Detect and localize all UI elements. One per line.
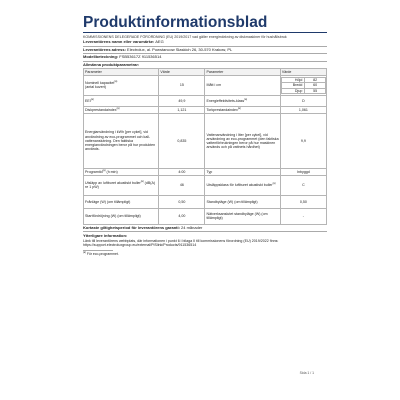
supplier-address-label: Leverantörens adress:	[83, 46, 126, 52]
param-cell: Programtid$^{(a)}$ (h:min)	[84, 168, 159, 175]
table-row	[84, 95, 327, 106]
value-cell: 46	[159, 175, 205, 195]
warranty-row	[83, 225, 327, 232]
dim-value: 55	[305, 88, 326, 93]
param-cell: Startfördröjning (W) (om tillämpligt)	[84, 208, 159, 224]
value-cell: D	[280, 95, 326, 106]
value-cell: C	[280, 175, 326, 195]
value-cell: 1,061	[280, 106, 326, 113]
value-cell: 1,121	[159, 106, 205, 113]
value-cell: 9,9	[280, 113, 326, 168]
param-cell: EEI$^{(a)}$	[84, 95, 159, 106]
footnote	[83, 250, 119, 256]
regulation-subtitle: KOMMISSIONENS DELEGERADE FÖRORDNING (EU) 2019/2017 vad gäller energimärkning av diskmaskiner för hushållsbruk	[83, 35, 287, 39]
value-cell: 0,50	[159, 195, 205, 208]
dim-label: Höjd	[281, 77, 305, 82]
value-cell: 0,50	[280, 195, 326, 208]
footnote-text: För eco-programmet.	[86, 251, 119, 256]
header-value-1: Värde	[159, 68, 205, 75]
supplier-address-row	[83, 47, 327, 55]
param-cell: Energianvändning i kWh [per cykel], vid användning av eco-programmet och kall-vattenanslutning. Den faktiska energianvändningen beror på hur produkten används.	[84, 113, 159, 168]
table-row	[84, 75, 327, 95]
param-cell: Torkprestandaindex$^{(a)}$	[205, 106, 280, 113]
supplier-address-value: Electrolux, al. Powstancow Slaskich 26, 30-570 Krakow, PL	[127, 46, 233, 52]
param-cell: Typ	[205, 168, 280, 175]
param-cell: Frånläge (W) (om tillämpligt)	[84, 195, 159, 208]
supplier-name-value: AEG	[155, 39, 164, 45]
dim-value: 60	[305, 83, 326, 88]
dim-label: Djup	[281, 88, 305, 93]
footnote-mark: (a)	[83, 250, 86, 254]
dimensions-cell	[280, 75, 326, 95]
table-row	[84, 208, 327, 224]
model-row	[83, 54, 327, 62]
param-cell: Nätverksanslutet standbyläge (W) (om tillämpligt)	[205, 208, 280, 224]
extra-info-text: Länk till leverantörens webbplats, där informationen i punkt 6 i bilaga II till kommissionens förordning (EU) 2019/2022 finns: https://support.electroluxgroup.eu/external/PISlink/Products/911536514	[83, 238, 279, 248]
supplier-name-row	[83, 39, 327, 47]
param-cell: Energieffektivitets-klass$^{(a)}$	[205, 95, 280, 106]
parameters-table	[83, 68, 327, 225]
value-cell: -	[280, 208, 326, 224]
dim-value: 82	[305, 77, 326, 82]
param-cell: Standbyläge (W) (om tillämpligt)	[205, 195, 280, 208]
value-cell: Inbyggd	[280, 168, 326, 175]
param-cell: Utsläppsklass för luftburet akustiskt buller$^{(a)}$	[205, 175, 280, 195]
supplier-name-label: Leverantörens namn eller varumärke:	[83, 39, 155, 45]
table-header-row	[84, 68, 327, 75]
model-label: Modellbeteckning:	[83, 54, 119, 60]
model-value: FSB53617Z 911536514	[119, 54, 162, 60]
param-cell: Utsläpp av luftburet akustiskt buller$^{(a)}$ (dB(A) re 1 pW)	[84, 175, 159, 195]
value-cell: 4,00	[159, 208, 205, 224]
header-parameter-2: Parameter	[205, 68, 280, 75]
dimensions-table	[281, 77, 326, 94]
table-row	[84, 106, 327, 113]
value-cell: 15	[159, 75, 205, 95]
table-row	[84, 175, 327, 195]
product-information-sheet	[83, 14, 327, 256]
value-cell: 4:00	[159, 168, 205, 175]
general-params-heading: Allmänna produktparametrar:	[83, 61, 140, 67]
param-cell: Vattenanvändning i liter [per cykel], vid användning av eco-programmet (den faktiska vattenförbrukningen beror på hur maskinen används och på vattnets hårdhet)	[205, 113, 280, 168]
page-number: Sida 1 / 1	[299, 371, 314, 375]
page-title: Produktinformationsblad	[83, 14, 327, 33]
param-cell: Diskprestandaindex$^{(a)}$	[84, 106, 159, 113]
header-value-2: Värde	[280, 68, 326, 75]
table-row	[84, 195, 327, 208]
warranty-label: Kortaste giltighetsperiod för leverantörens garanti:	[83, 224, 180, 230]
extra-info-heading: Ytterligare information:	[83, 232, 128, 238]
value-cell: 0,835	[159, 113, 205, 168]
param-cell: Nominell kapacitet$^{(a)}$ (antal kuvert)	[84, 75, 159, 95]
value-cell: 49,9	[159, 95, 205, 106]
warranty-value: 24 månader	[181, 224, 203, 230]
param-cell: Mått i cm	[205, 75, 280, 95]
table-row	[84, 113, 327, 168]
header-parameter-1: Parameter	[84, 68, 159, 75]
dim-label: Bredd	[281, 83, 305, 88]
table-row	[84, 168, 327, 175]
